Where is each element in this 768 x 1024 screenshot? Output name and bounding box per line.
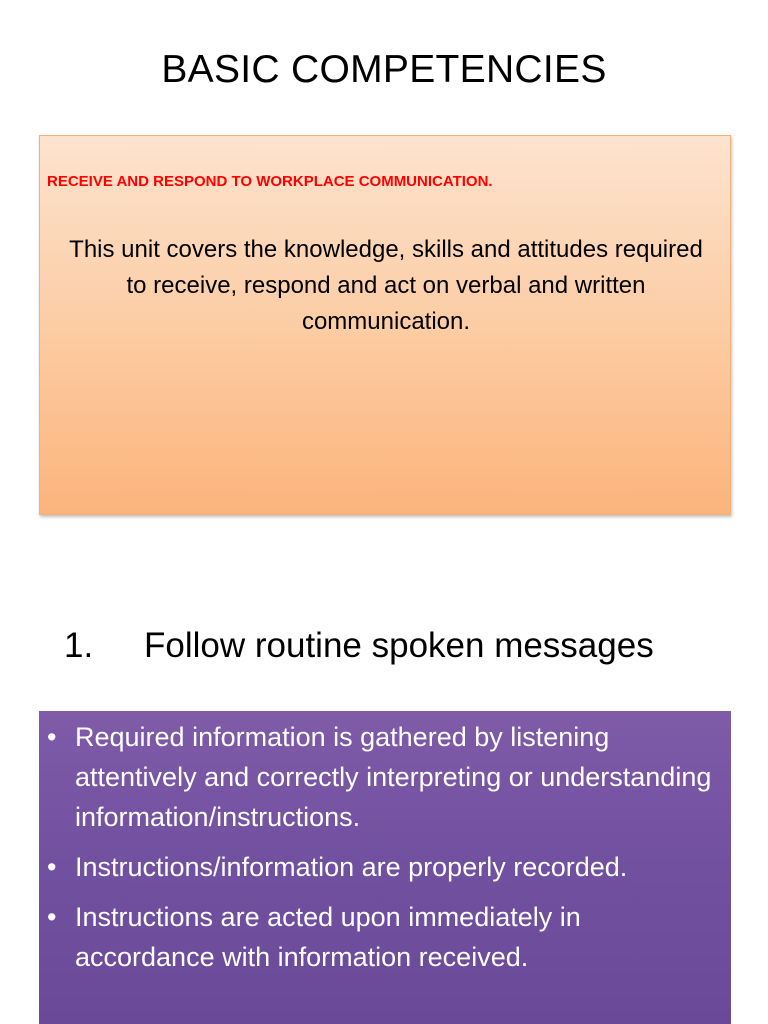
criteria-box bbox=[39, 711, 731, 1024]
criteria-list bbox=[45, 717, 717, 977]
list-item-text: Instructions/information are properly recorded. bbox=[75, 852, 628, 882]
unit-description: This unit covers the knowledge, skills and attitudes required to receive, respond and act on verbal and written communication. bbox=[69, 236, 703, 335]
list-item-text: Required information is gathered by listening attentively and correctly interpreting or understanding information/instructions. bbox=[75, 722, 712, 832]
list-item bbox=[45, 717, 717, 837]
bullet-icon: • bbox=[47, 902, 57, 932]
unit-summary-box bbox=[39, 135, 731, 515]
list-item bbox=[45, 897, 717, 977]
section-title bbox=[64, 626, 654, 666]
unit-heading: RECEIVE AND RESPOND TO WORKPLACE COMMUNICATION. bbox=[47, 173, 493, 190]
section-title-text: Follow routine spoken messages bbox=[144, 626, 654, 665]
bullet-icon: • bbox=[47, 852, 57, 882]
list-item bbox=[45, 847, 717, 887]
section-number: 1. bbox=[64, 626, 94, 665]
list-item-text: Instructions are acted upon immediately in accordance with information received. bbox=[75, 902, 581, 972]
bullet-icon: • bbox=[47, 722, 57, 752]
page-title: BASIC COMPETENCIES bbox=[161, 48, 607, 91]
